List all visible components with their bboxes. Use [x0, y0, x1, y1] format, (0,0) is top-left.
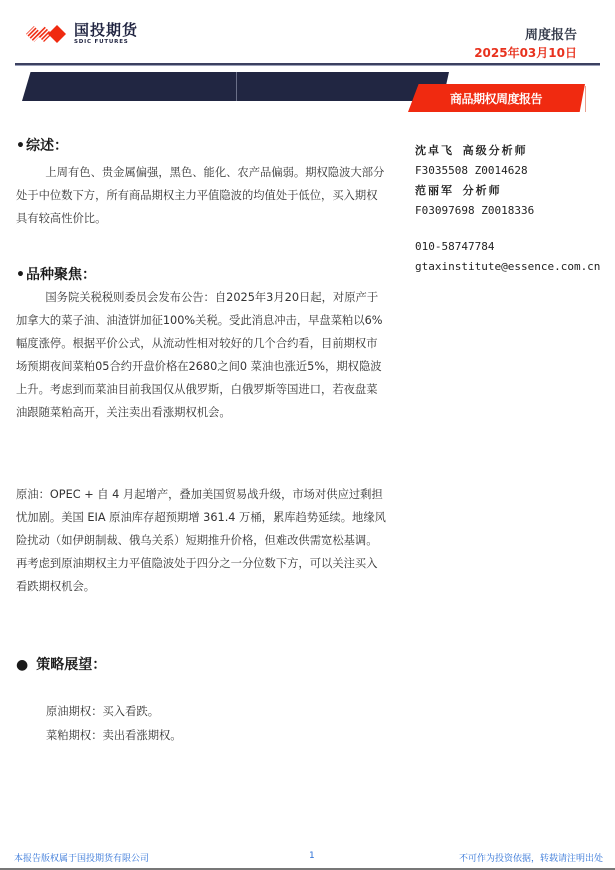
- strategy-item-crude-oil: [46, 700, 182, 724]
- report-date: 2025年03月10日: [474, 46, 577, 60]
- company-logo: [24, 22, 138, 46]
- logo-mark-icon: [24, 22, 70, 46]
- header-divider: [15, 63, 600, 66]
- focus-paragraph-crude-oil: 原油：OPEC + 自 4 月起增产，叠加美国贸易战升级，市场对供应过剩担忧加剧。美国 EIA 原油库存超预期增 361.4 万桶，累库趋势延续。地缘风险扰动（如伊朗制裁、俄乌关系）短期推升价格，但难改供需宽松基调。再考虑到原油期权主力平值隐波处于四分之一分位数下方，可以关注买入看跌期权机会。: [16, 488, 386, 593]
- analyst-2-name: 范丽军 分析师: [415, 184, 502, 197]
- strategy-label: 原油期权：: [46, 705, 103, 718]
- logo-chinese-name: 国投期货: [74, 20, 139, 39]
- banner-divider: [236, 72, 237, 101]
- strategy-item-rapeseed-meal: [46, 724, 182, 748]
- bullet-icon: ●: [16, 657, 29, 673]
- analyst-1-ids: F3035508 Z0014628: [415, 164, 528, 177]
- banner-title: 商品期权周度报告: [450, 92, 543, 106]
- logo-english-name: SDIC FUTURES: [74, 38, 129, 45]
- analyst-1-name: 沈卓飞 高级分析师: [415, 144, 528, 157]
- summary-heading: [16, 135, 68, 155]
- contact-email[interactable]: gtaxinstitute@essence.com.cn: [415, 260, 601, 273]
- footer-disclaimer: 不可作为投资依据，转载请注明出处: [458, 854, 603, 864]
- strategy-list: [46, 700, 182, 748]
- summary-text: 上周有色、贵金属偏强，黑色、能化、农产品偏弱。期权隐波大部分处于中位数下方，所有商品期权主力平值隐波的均值处于低位，买入期权具有较高性价比。: [16, 166, 385, 225]
- strategy-value: 买入看跌。: [102, 705, 159, 718]
- report-type: 周度报告: [524, 28, 577, 43]
- bullet-icon: •: [16, 267, 25, 283]
- focus-paragraph-rapeseed: 国务院关税税则委员会发布公告：自2025年3月20日起，对原产于加拿大的菜子油、油渣饼加征100%关税。受此消息冲击，早盘菜粕以6%幅度涨停。根据平价公式，从流动性相对较好的几个合约看，目前期权市场预期夜间菜粕05合约开盘价格在2680之间0 菜油也涨近5%，期权隐波上升。考虑到而菜油目前我国仅从俄罗斯，白俄罗斯等国进口，若夜盘菜油跟随菜粕高开，关注卖出看涨期权机会。: [16, 291, 383, 419]
- footer-copyright: 本报告版权属于国投期货有限公司: [14, 854, 150, 864]
- analyst-block: [415, 141, 600, 277]
- bullet-icon: •: [16, 138, 25, 154]
- focus-title: 品种聚焦：: [25, 267, 96, 283]
- strategy-value: 卖出看涨期权。: [102, 729, 182, 742]
- analyst-2-ids: F03097698 Z0018336: [415, 204, 535, 217]
- footer-page-number: 1: [309, 851, 315, 861]
- strategy-label: 菜粕期权：: [46, 729, 103, 742]
- strategy-heading: [16, 654, 106, 674]
- summary-title: 综述：: [25, 138, 68, 154]
- contact-phone: 010-58747784: [415, 240, 495, 253]
- red-banner-edge: [585, 86, 586, 112]
- strategy-title: 策略展望：: [36, 657, 107, 673]
- focus-heading: [16, 264, 96, 284]
